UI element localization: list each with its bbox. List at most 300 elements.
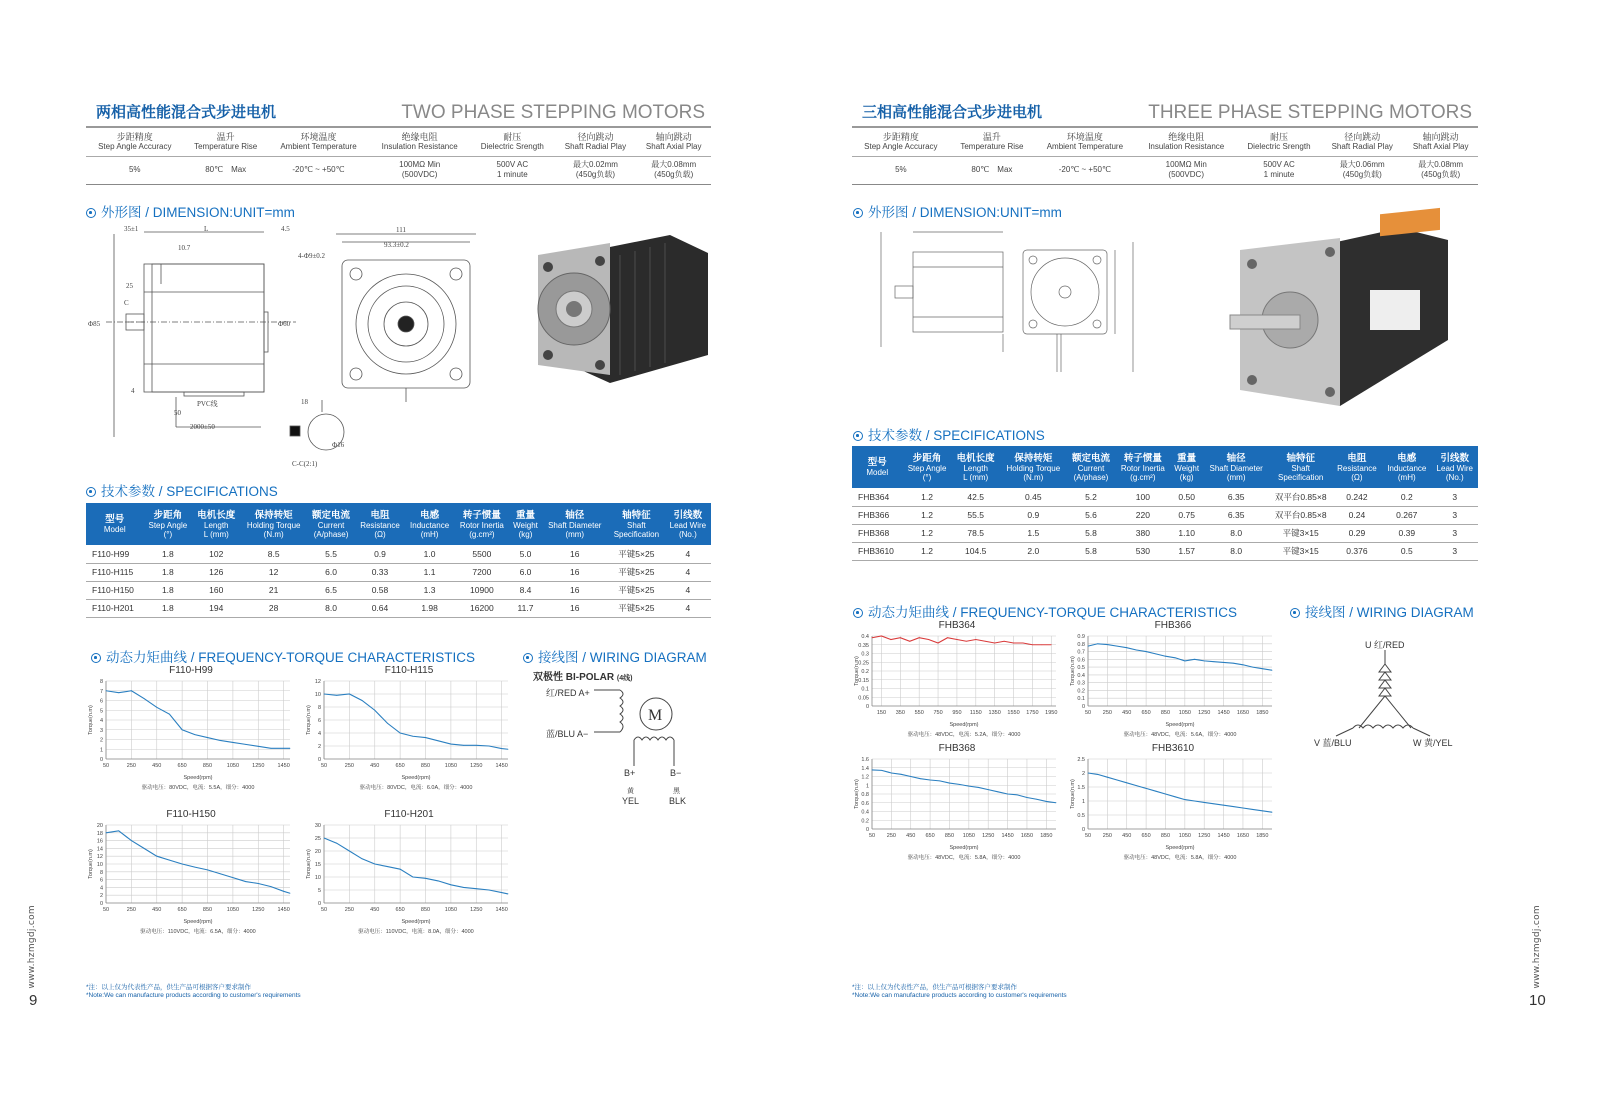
table-cell: 3 [1432, 488, 1478, 506]
data-point [412, 877, 413, 878]
table-cell: 8.5 [240, 545, 307, 563]
dim-label: 4 [131, 387, 135, 395]
gp-header: 耐压 Dielectric Srength [470, 128, 554, 156]
y-tick-label: 0.25 [858, 660, 869, 667]
data-point [324, 694, 325, 695]
x-tick-label: 250 [886, 833, 896, 839]
data-point [400, 869, 401, 870]
data-point [271, 886, 272, 887]
data-point [901, 774, 902, 775]
x-tick-label: 50 [1084, 710, 1092, 716]
x-tick-label: 1650 [1236, 833, 1250, 839]
x-tick-label: 1450 [277, 763, 290, 769]
x-tick-label: 850 [1160, 833, 1171, 839]
table-cell: 100 [1115, 488, 1170, 506]
y-tick-label: 0.9 [1077, 634, 1085, 640]
data-point [930, 780, 931, 781]
y-tick-label: 10 [314, 692, 321, 698]
table-cell: 3 [1432, 524, 1478, 542]
circle-bullet-icon [86, 208, 96, 218]
data-point [194, 734, 195, 735]
wiring-title: 接线图 / WIRING DIAGRAM [523, 646, 707, 666]
data-point [450, 884, 451, 885]
data-point [425, 737, 426, 738]
spec-header: 重量 Weight (kg) [509, 503, 541, 545]
gp-header: 轴向跳动 Shaft Axial Play [1403, 128, 1478, 156]
dim-label: 111 [396, 226, 406, 234]
x-axis-label: Speed(rpm) [1165, 845, 1195, 851]
y-tick-label: 8 [99, 679, 103, 685]
data-point [508, 894, 509, 895]
table-cell: 1.2 [903, 524, 952, 542]
data-point [349, 694, 350, 695]
x-tick-label: 1450 [1217, 833, 1230, 839]
section-header [86, 98, 711, 128]
table-row [852, 524, 1478, 542]
x-tick-label: 350 [895, 710, 905, 716]
x-tick-label: 1150 [969, 710, 982, 716]
torque-chart [86, 667, 296, 797]
data-point [400, 733, 401, 734]
x-tick-label: 850 [420, 763, 431, 769]
gp-header: 温升 Temperature Rise [184, 128, 268, 156]
data-point [919, 637, 920, 638]
chart-caption: 驱动电压：80VDC，电流：6.0A，细分：4000 [359, 785, 473, 791]
data-point [1023, 643, 1024, 644]
spec-header: 额定电流 Current (A/phase) [1067, 446, 1115, 488]
wire-b-plus-en: YEL [622, 796, 640, 806]
y-tick-label: 1 [865, 783, 869, 790]
spec-header: 轴特征 Shaft Specification [608, 503, 665, 545]
data-point [1175, 657, 1176, 658]
gp-value: 80℃ Max [184, 156, 268, 184]
spec-header: 转子惯量 Rotor Inertia (g.cm²) [1115, 446, 1170, 488]
data-point [387, 866, 388, 867]
x-tick-label: 650 [1141, 833, 1151, 839]
table-cell: 1.8 [143, 545, 192, 563]
gp-header: 温升 Temperature Rise [950, 128, 1034, 156]
x-tick-label: 450 [370, 907, 380, 913]
x-axis-label: Speed(rpm) [401, 919, 431, 925]
x-tick-label: 50 [868, 833, 876, 839]
table-cell: 0.39 [1382, 524, 1432, 542]
y-tick-label: 14 [96, 846, 103, 853]
y-tick-label: 0.05 [858, 695, 869, 702]
y-tick-label: 20 [96, 823, 103, 829]
data-point [1262, 810, 1263, 811]
x-tick-label: 1050 [962, 833, 975, 839]
motor-photo [530, 225, 710, 385]
table-cell: 0.5 [1382, 542, 1432, 560]
data-point [1233, 663, 1234, 664]
data-point [1184, 660, 1185, 661]
y-tick-label: 6 [99, 877, 103, 884]
chart-caption: 驱动电压：110VDC，电流：8.0A，细分：4000 [358, 929, 474, 935]
y-tick-label: 0.2 [1077, 688, 1085, 695]
x-tick-label: 450 [1122, 710, 1132, 716]
table-cell: 6.0 [307, 563, 355, 581]
data-point [1155, 791, 1156, 792]
x-tick-label: 650 [1141, 710, 1151, 716]
x-tick-label: 850 [202, 907, 213, 913]
torque-series-line [106, 831, 290, 893]
x-tick-label: 150 [876, 710, 887, 716]
x-tick-label: 1250 [982, 833, 995, 839]
y-tick-label: 0 [99, 901, 103, 907]
table-cell: 0.9 [1000, 506, 1067, 524]
spec-header: 步距角 Step Angle (°) [143, 503, 192, 545]
data-point [1041, 644, 1042, 645]
data-point [336, 843, 337, 844]
data-point [1136, 650, 1137, 651]
data-point [1204, 802, 1205, 803]
data-point [1243, 664, 1244, 665]
gp-header: 径向跳动 Shaft Radial Play [1321, 128, 1403, 156]
y-tick-label: 10 [314, 875, 321, 881]
table-cell: 平键5×25 [608, 545, 665, 563]
table-cell: 6.35 [1203, 506, 1270, 524]
x-axis-label: Speed(rpm) [1165, 722, 1195, 728]
table-cell: 1.0 [405, 545, 454, 563]
y-tick-label: 0.1 [1077, 696, 1085, 703]
spec-header: 电阻 Resistance (Ω) [1332, 446, 1382, 488]
dim-label: C [124, 299, 129, 307]
data-point [891, 773, 892, 774]
x-tick-label: 1450 [1001, 833, 1014, 839]
spec-header: 电感 Inductance (mH) [405, 503, 454, 545]
spec-header: 轴特征 Shaft Specification [1270, 446, 1332, 488]
data-point [1165, 794, 1166, 795]
table-cell: 0.267 [1382, 506, 1432, 524]
dim-label: 18 [301, 398, 308, 406]
table-cell: 4 [665, 563, 711, 581]
gp-value: 5% [86, 156, 184, 184]
data-point [959, 784, 960, 785]
table-cell: 6.5 [307, 581, 355, 599]
y-tick-label: 12 [314, 679, 321, 685]
x-tick-label: 750 [933, 710, 943, 716]
y-tick-label: 4 [99, 885, 103, 892]
chart-caption: 驱动电压：48VDC，电流：5.6A，细分：4000 [1123, 732, 1237, 738]
table-cell: 4 [665, 599, 711, 617]
data-point [1117, 780, 1118, 781]
page-number: 10 [1529, 992, 1546, 1009]
general-params-table [86, 128, 711, 185]
data-point [1155, 653, 1156, 654]
data-point [144, 848, 145, 849]
table-cell: 1.2 [903, 542, 952, 560]
wire-v: V 蓝/BLU [1314, 738, 1352, 748]
data-point [220, 873, 221, 874]
table-cell: 2.0 [1000, 542, 1067, 560]
chart-title: F110-H99 [169, 665, 213, 676]
x-tick-label: 50 [320, 907, 328, 913]
dimension-drawing [853, 222, 1153, 402]
spec-header: 步距角 Step Angle (°) [903, 446, 952, 488]
data-point [131, 840, 132, 841]
data-point [362, 858, 363, 859]
data-point [1165, 656, 1166, 657]
data-point [182, 729, 183, 730]
x-tick-label: 50 [1084, 833, 1092, 839]
x-tick-label: 250 [126, 763, 136, 769]
y-tick-label: 25 [314, 836, 321, 842]
data-point [975, 639, 976, 640]
x-tick-label: 550 [914, 710, 924, 716]
table-cell: 220 [1115, 506, 1170, 524]
y-tick-label: 3 [99, 727, 103, 734]
x-tick-label: 250 [344, 907, 354, 913]
data-point [182, 864, 183, 865]
y-tick-label: 0.5 [1077, 665, 1085, 672]
y-tick-label: 0 [317, 757, 321, 763]
data-point [232, 742, 233, 743]
chart-title: FHB366 [1154, 620, 1192, 631]
data-point [1223, 662, 1224, 663]
data-point [324, 838, 325, 839]
data-point [1272, 812, 1273, 813]
x-tick-label: 450 [152, 763, 162, 769]
x-tick-label: 1650 [1236, 710, 1250, 716]
data-point [881, 770, 882, 771]
x-tick-label: 1050 [444, 763, 458, 769]
x-tick-label: 1450 [1217, 710, 1230, 716]
data-point [1194, 659, 1195, 660]
table-row [86, 581, 711, 599]
data-point [245, 881, 246, 882]
data-point [220, 740, 221, 741]
table-cell: 平键5×25 [608, 599, 665, 617]
x-axis-label: Speed(rpm) [949, 845, 979, 851]
y-tick-label: 0.4 [1077, 672, 1085, 679]
dim-label: 35±1 [124, 225, 139, 233]
y-tick-label: 0.35 [858, 642, 869, 649]
table-cell: 平键3×15 [1270, 524, 1332, 542]
table-cell: 104.5 [952, 542, 1000, 560]
y-tick-label: 0.8 [861, 792, 869, 798]
gp-value: 最大0.08mm (450g负载) [636, 156, 711, 184]
y-tick-label: 4 [317, 731, 321, 737]
x-tick-label: 1850 [1256, 710, 1269, 716]
y-tick-label: 0.4 [861, 634, 869, 640]
table-cell: 8.0 [307, 599, 355, 617]
table-cell: 0.64 [355, 599, 405, 617]
data-point [156, 707, 157, 708]
x-tick-label: 850 [944, 833, 955, 839]
data-point [131, 690, 132, 691]
data-point [997, 791, 998, 792]
y-tick-label: 2 [99, 737, 103, 744]
table-cell: 16 [542, 599, 608, 617]
data-point [425, 878, 426, 879]
table-cell: 55.5 [952, 506, 1000, 524]
gp-header: 径向跳动 Shaft Radial Play [554, 128, 636, 156]
x-tick-label: 1950 [1045, 710, 1058, 716]
chart-caption: 驱动电压：80VDC，电流：5.5A，细分：4000 [141, 785, 255, 791]
table-cell: FHB366 [852, 506, 903, 524]
table-cell: 1.3 [405, 581, 454, 599]
x-tick-label: 1050 [226, 907, 240, 913]
x-axis-label: Speed(rpm) [183, 775, 213, 781]
data-point [362, 700, 363, 701]
data-point [290, 748, 291, 749]
table-cell: 8.0 [1203, 524, 1270, 542]
x-tick-label: 450 [906, 833, 916, 839]
y-tick-label: 10 [96, 862, 103, 868]
dim-label: Φ85 [88, 320, 101, 328]
chart-caption: 驱动电压：48VDC，电流：5.2A，细分：4000 [907, 732, 1021, 738]
table-cell: 10900 [454, 581, 509, 599]
data-point [463, 745, 464, 746]
y-axis-label: Torque(n.m) [88, 705, 94, 735]
data-point [508, 749, 509, 750]
spec-header: 引线数 Lead Wire (No.) [1432, 446, 1478, 488]
data-point [336, 695, 337, 696]
data-point [156, 856, 157, 857]
table-cell: 4 [665, 545, 711, 563]
dim-label: Φ60 [278, 320, 291, 328]
wire-a-plus: 红/RED A+ [546, 688, 590, 698]
data-point [387, 723, 388, 724]
gp-header: 环境温度 Ambient Temperature [1034, 128, 1136, 156]
data-point [106, 690, 107, 691]
table-cell: 78.5 [952, 524, 1000, 542]
spec-header: 电阻 Resistance (Ω) [355, 503, 405, 545]
table-cell: 42.5 [952, 488, 1000, 506]
data-point [290, 893, 291, 894]
gp-header: 轴向跳动 Shaft Axial Play [636, 128, 711, 156]
data-point [258, 883, 259, 884]
data-point [438, 881, 439, 882]
y-tick-label: 0.6 [1077, 657, 1085, 664]
table-cell: 0.242 [1332, 488, 1382, 506]
table-cell: 11.7 [509, 599, 541, 617]
dimension-title: 外形图 / DIMENSION:UNIT=mm [853, 201, 1062, 221]
table-cell: 380 [1115, 524, 1170, 542]
title-en: THREE PHASE STEPPING MOTORS [1148, 102, 1472, 123]
gp-header: 绝缘电阻 Insulation Resistance [1136, 128, 1237, 156]
data-point [985, 641, 986, 642]
torque-chart [1068, 622, 1278, 744]
x-tick-label: 1550 [1007, 710, 1020, 716]
gp-value: 80℃ Max [950, 156, 1034, 184]
data-point [501, 892, 502, 893]
torque-chart [304, 667, 514, 797]
y-tick-label: 0.4 [861, 809, 869, 816]
x-tick-label: 450 [1122, 833, 1132, 839]
spec-header: 轴径 Shaft Diameter (mm) [1203, 446, 1270, 488]
title-cn: 两相高性能混合式步进电机 [96, 103, 277, 121]
x-tick-label: 250 [1102, 710, 1112, 716]
data-point [271, 748, 272, 749]
table-row [86, 599, 711, 617]
x-tick-label: 1050 [444, 907, 458, 913]
y-tick-label: 20 [314, 849, 321, 855]
motor-symbol: M [648, 707, 663, 724]
torque-chart [1068, 745, 1278, 867]
data-point [949, 783, 950, 784]
chart-title: FHB364 [938, 620, 976, 631]
data-point [1146, 788, 1147, 789]
table-cell: 5.2 [1067, 488, 1115, 506]
data-point [1223, 805, 1224, 806]
data-point [258, 746, 259, 747]
y-tick-label: 2 [317, 744, 321, 750]
gp-value: 100MΩ Min (500VDC) [1136, 156, 1237, 184]
footnote: *注：以上仅为代表性产品，供生产品可根据客户要求制作 *Note:We can manufacture products according to customer's requirements [852, 984, 1067, 999]
table-cell: 28 [240, 599, 307, 617]
chart-caption: 驱动电压：48VDC，电流：5.8A，细分：4000 [1123, 855, 1237, 861]
y-tick-label: 1.4 [861, 765, 869, 772]
x-axis-label: Speed(rpm) [949, 722, 979, 728]
gp-header: 步距精度 Step Angle Accuracy [86, 128, 184, 156]
table-cell: 5.6 [1067, 506, 1115, 524]
table-cell: 0.9 [355, 545, 405, 563]
spec-header: 电机长度 Length L (mm) [952, 446, 1000, 488]
x-tick-label: 50 [102, 907, 110, 913]
gp-header: 步距精度 Step Angle Accuracy [852, 128, 950, 156]
y-tick-label: 2.5 [1077, 757, 1085, 763]
table-cell: 5500 [454, 545, 509, 563]
data-point [881, 636, 882, 637]
x-tick-label: 1450 [277, 907, 290, 913]
chart-title: FHB368 [938, 743, 976, 754]
data-point [947, 637, 948, 638]
y-tick-label: 0 [865, 704, 869, 710]
wire-b-plus: B+ [624, 768, 636, 778]
gp-value: -20℃ ~ +50℃ [268, 156, 369, 184]
dim-label: Φ16 [332, 441, 345, 449]
data-point [1032, 644, 1033, 645]
data-point [283, 891, 284, 892]
table-cell: F110-H150 [86, 581, 143, 599]
y-tick-label: 0 [1081, 827, 1085, 833]
bipolar-wiring-diagram [590, 684, 700, 774]
wire-b-plus-cn: 黄 [627, 788, 634, 795]
gp-header: 环境温度 Ambient Temperature [268, 128, 369, 156]
data-point [207, 869, 208, 870]
wire-w: W 黄/YEL [1413, 738, 1453, 748]
spec-header: 保持转矩 Holding Torque (N.m) [1000, 446, 1067, 488]
data-point [1243, 808, 1244, 809]
x-tick-label: 1050 [1178, 833, 1191, 839]
x-tick-label: 1850 [1256, 833, 1269, 839]
table-cell: 160 [192, 581, 240, 599]
data-point [1017, 794, 1018, 795]
data-point [476, 888, 477, 889]
data-point [1175, 796, 1176, 797]
dim-label: 2000±50 [190, 423, 215, 431]
dim-label: C-C(2:1) [292, 460, 318, 468]
data-point [1272, 670, 1273, 671]
y-tick-label: 5 [317, 888, 321, 894]
y-tick-label: 1 [99, 747, 103, 754]
torque-series-line [872, 770, 1056, 803]
circle-bullet-icon [86, 487, 96, 497]
table-cell: 平键3×15 [1270, 542, 1332, 560]
table-cell: F110-H115 [86, 563, 143, 581]
y-tick-label: 0 [317, 901, 321, 907]
x-tick-label: 1750 [1026, 710, 1039, 716]
x-tick-label: 1450 [495, 907, 508, 913]
data-point [169, 714, 170, 715]
y-tick-label: 16 [96, 838, 103, 845]
dim-label: L [204, 225, 209, 233]
y-tick-label: 2 [1081, 771, 1085, 777]
chart-caption: 驱动电压：110VDC，电流：6.5A，细分：4000 [140, 929, 256, 935]
table-cell: 0.376 [1332, 542, 1382, 560]
data-point [978, 787, 979, 788]
